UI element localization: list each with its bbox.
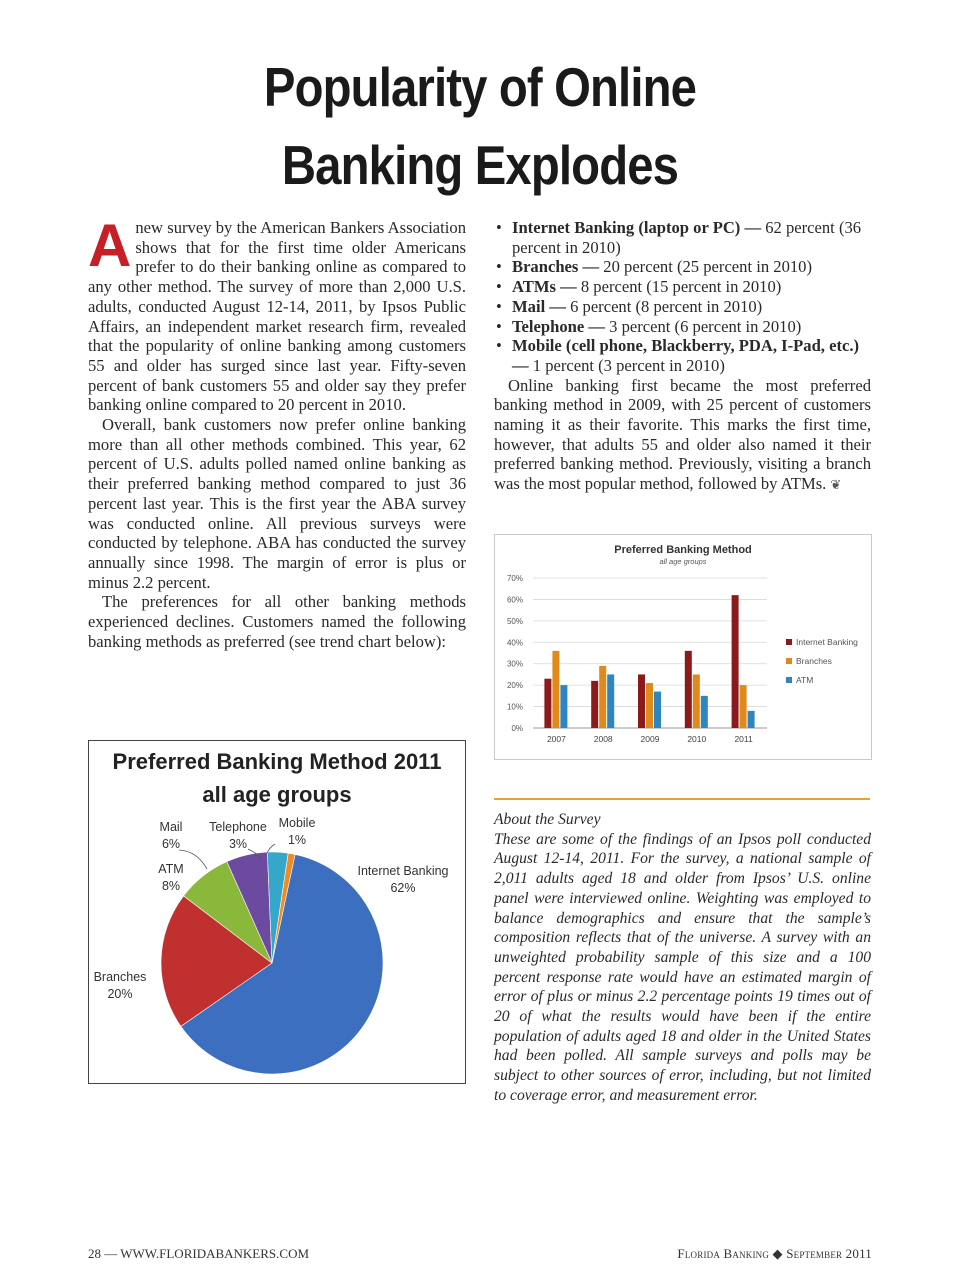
about-text: These are some of the findings of an Ipsos poll conducted August 12-14, 2011. For the survey, a national sample of 2,011 adults aged 18 and older from Ipsos’ U.S. online panel were interviewed online. Weighting was employed to balance demographics and ensure that the sample’s composition reflects that of the universe. A survey with an unweighted probability sample of this size and a 100 percent response rate would have an estimated margin of error of plus or minus 2.2 percentage points 19 times out of 20 of what the results would have been if the entire population of adults aged 18 and older in the United States had been polled. All sample surveys and polls may be subject to other sources of error, including, but not limited to coverage error, and measurement error. (494, 830, 871, 1104)
list-item-label: Internet Banking (laptop or PC) — (512, 218, 762, 237)
list-item-label: Mail — (512, 296, 566, 316)
x-tick-label: 2008 (593, 734, 613, 744)
y-tick-label: 20% (506, 681, 523, 691)
slice-name-label: Mobile (278, 816, 316, 830)
x-tick-label: 2010 (687, 734, 707, 744)
bar (685, 651, 692, 728)
bar-chart (494, 534, 872, 760)
about-heading: About the Survey (494, 811, 601, 828)
slice-name-label: Branches (93, 970, 147, 984)
bar (560, 685, 567, 728)
list-item-label: Telephone — (512, 316, 605, 336)
legend-label: Internet Banking (796, 637, 858, 647)
about-survey (494, 810, 871, 1106)
x-tick-label: 2007 (546, 734, 566, 744)
slice-name-label: ATM (158, 862, 184, 876)
bar (552, 651, 559, 728)
list-item-label: Mobile (cell phone, Blackberry, PDA, I-Pad, etc.) — (512, 336, 860, 375)
slice-name-label: Internet Banking (357, 864, 449, 878)
divider (494, 798, 870, 800)
slice-value-label: 3% (228, 837, 248, 851)
legend-swatch (786, 677, 792, 683)
legend-swatch (786, 639, 792, 645)
y-tick-label: 30% (506, 659, 523, 669)
bar (646, 683, 653, 728)
paragraph-4 (494, 376, 871, 496)
list-item-text: 8 percent (15 percent in 2010) (576, 277, 782, 297)
footer-pub-name: Florida Banking (677, 1246, 770, 1261)
list-item-text: 3 percent (6 percent in 2010) (604, 316, 802, 336)
leader-line (267, 844, 275, 853)
slice-value-label: 8% (161, 879, 181, 893)
x-tick-label: 2011 (734, 734, 753, 744)
paragraph-4-text: Online banking first became the most preferred banking method in 2009, with 25 percent of customers naming it as their favorite. This marks the first time, however, that adults 55 and older also named it their preferred banking method. Previously, visiting a branch was the most popular method, followed by ATMs. (494, 375, 871, 494)
legend-label: ATM (796, 675, 814, 685)
list-item (494, 257, 871, 277)
list-item-label: ATMs — (512, 277, 577, 297)
title-line-2: Banking Explodes (281, 134, 679, 196)
diamond-icon: ◆ (772, 1246, 783, 1261)
list-item-label: Branches — (512, 257, 600, 277)
slice-value-label: 20% (107, 987, 133, 1001)
pie-chart-title: Preferred Banking Method 2011 (112, 749, 442, 774)
title-line-1: Popularity of Online (263, 56, 697, 118)
bar (607, 674, 614, 728)
footer-publication (677, 1246, 872, 1262)
list-item-text: 62 percent (36 percent in 2010) (512, 218, 862, 257)
y-tick-label: 70% (506, 574, 523, 583)
legend-label: Branches (796, 656, 832, 666)
list-item (494, 297, 871, 317)
bar-chart-title: Preferred Banking Method (614, 544, 752, 556)
list-item-text: 1 percent (3 percent in 2010) (528, 355, 725, 375)
pie-chart-svg (89, 741, 465, 1083)
drop-cap: A (88, 212, 132, 279)
slice-value-label: 6% (161, 837, 181, 851)
footer-page-url: 28 — WWW.FLORIDABANKERS.COM (88, 1246, 310, 1261)
legend-swatch (786, 658, 792, 664)
x-tick-label: 2009 (640, 734, 660, 744)
bar-chart-svg (495, 535, 871, 759)
y-tick-label: 10% (506, 702, 523, 712)
paragraph-2: Overall, bank customers now prefer online banking more than all other methods combined. This year, 62 percent of U.S. adults polled named online banking as their preferred banking method compared to just 36 percent last year. This is the first year the ABA survey was conducted online. All previous surveys were conducted by telephone. ABA has conducted the survey annually since 1998. The margin of error is plus or minus 2.2 percent. (88, 415, 466, 592)
footer-date: September 2011 (786, 1246, 872, 1261)
bar-chart-subtitle: all age groups (659, 557, 707, 566)
list-item (494, 218, 871, 257)
y-tick-label: 60% (506, 595, 523, 605)
list-item (494, 317, 871, 337)
left-column (88, 212, 466, 651)
slice-value-label: 1% (287, 833, 307, 847)
bar (599, 666, 606, 728)
eagle-logo-icon: ❦ (830, 478, 842, 494)
intro-paragraph (88, 212, 466, 415)
method-list (494, 218, 871, 376)
bar (638, 674, 645, 728)
y-tick-label: 50% (506, 616, 523, 626)
list-item (494, 277, 871, 297)
pie-chart (88, 740, 466, 1084)
page-title (67, 48, 893, 204)
y-tick-label: 40% (506, 638, 523, 648)
bar (740, 685, 747, 728)
bar (693, 674, 700, 728)
bar (591, 681, 598, 728)
bar (732, 595, 739, 728)
bar (654, 692, 661, 728)
y-tick-label: 0% (511, 724, 523, 733)
list-item (494, 336, 871, 375)
paragraph-3: The preferences for all other banking methods experienced declines. Customers named the following banking methods as preferred (see trend chart below): (88, 592, 466, 651)
list-item-text: 20 percent (25 percent in 2010) (599, 257, 812, 277)
pie-chart-subtitle: all age groups (202, 782, 352, 807)
slice-name-label: Telephone (209, 820, 267, 834)
right-column (494, 218, 871, 496)
bar (748, 711, 755, 728)
slice-value-label: 62% (390, 881, 416, 895)
list-item-text: 6 percent (8 percent in 2010) (565, 296, 763, 316)
slice-name-label: Mail (159, 820, 183, 834)
bar (544, 679, 551, 728)
intro-text: new survey by the American Bankers Association shows that for the first time older Americans prefer to do their banking online as compared to any other method. The survey of more than 2,000 U.S. adults, conducted August 12-14, 2011, by Ipsos Public Affairs, an independent market research firm, revealed that the popularity of online banking among customers 55 and older has surged since last year. Fifty-seven percent of bank customers 55 and older say they prefer banking online compared to 20 percent in 2010. (88, 218, 466, 415)
bar (701, 696, 708, 728)
